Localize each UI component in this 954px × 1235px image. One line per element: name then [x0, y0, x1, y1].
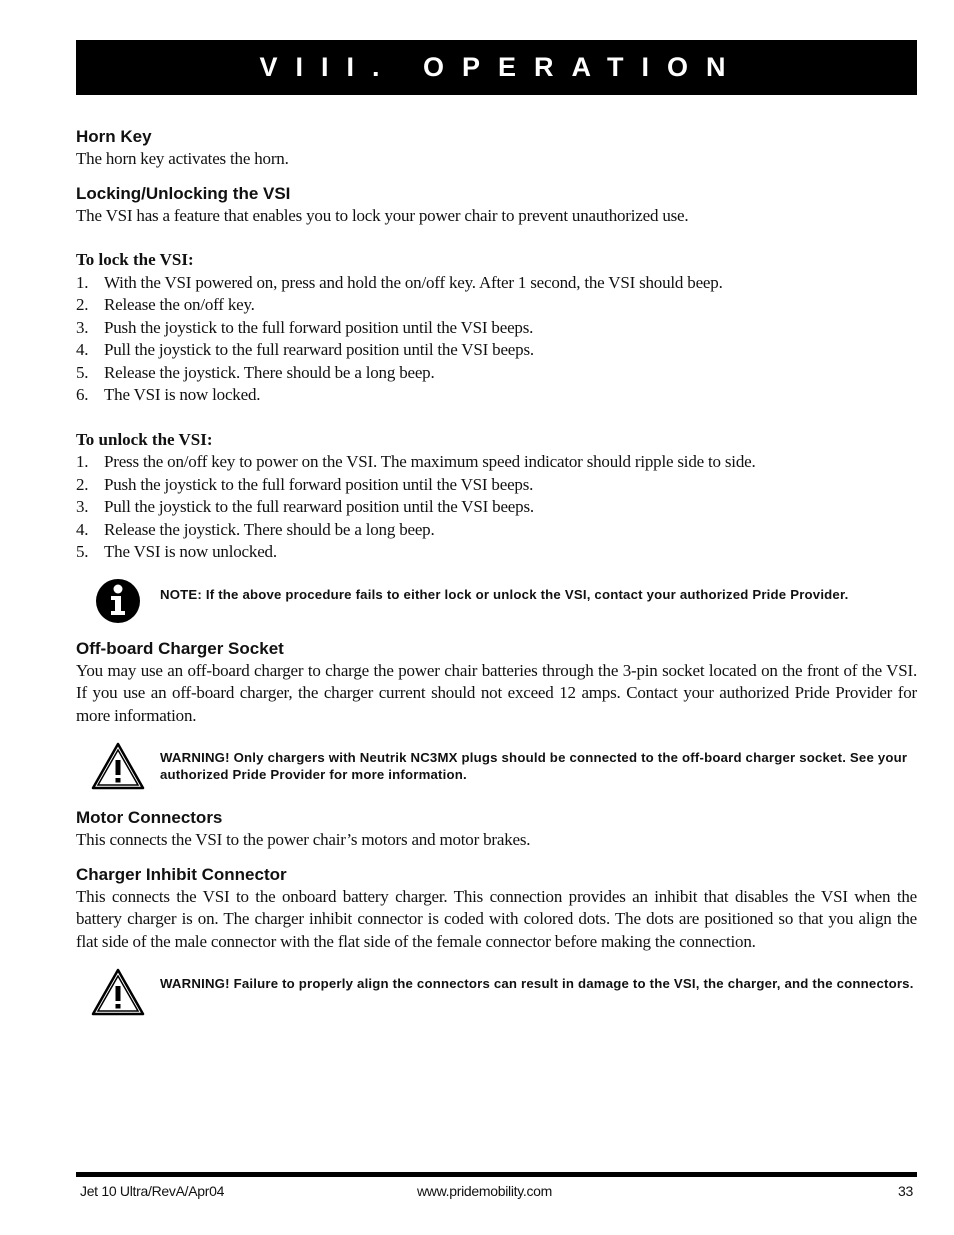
list-item-text: Press the on/off key to power on the VSI. The maximum speed indicator should ripple side to side.: [104, 452, 756, 471]
lock-subheading: To lock the VSI:: [76, 250, 194, 269]
warning-text: WARNING! Only chargers with Neutrik NC3MX plugs should be connected to the off-board charger socket. See your authorized Pride Provider for more information.: [160, 750, 908, 782]
list-item-text: Push the joystick to the full forward position until the VSI beeps.: [104, 317, 534, 337]
list-item-text: The VSI is now unlocked.: [104, 542, 277, 561]
list-item-text: Pull the joystick to the full rearward position until the VSI beeps.: [104, 497, 534, 516]
list-item: 3. Push the joystick to the full forward position until the VSI beeps.: [76, 317, 917, 340]
unlock-subheading: To unlock the VSI:: [76, 429, 213, 449]
locking-heading: Locking/Unlocking the VSI: [76, 183, 291, 203]
list-item: 4. Release the joystick. There should be a long beep.: [76, 519, 917, 542]
note-callout: [76, 578, 917, 624]
warning-callout: [76, 741, 917, 791]
list-item-text: Release the joystick. There should be a long beep.: [104, 519, 435, 539]
motor-connectors-text: This connects the VSI to the power chair’s motors and motor brakes.: [76, 830, 531, 849]
motor-connectors-heading: Motor Connectors: [76, 808, 223, 827]
horn-key-text: The horn key activates the horn.: [76, 149, 289, 168]
page-content: [76, 126, 917, 1017]
list-item: 5. The VSI is now unlocked.: [76, 541, 917, 564]
locking-text: The VSI has a feature that enables you to lock your power chair to prevent unauthorized use.: [76, 205, 689, 225]
list-item: 6. The VSI is now locked.: [76, 384, 917, 407]
charger-socket-text: You may use an off-board charger to charge the power chair batteries through the 3-pin socket located on the front of the VSI. If you use an off-board charger, the charger current should not exceed 12 amps. Contact your authorized Pride Provider for more information.: [76, 660, 917, 725]
warning-text: WARNING! Failure to properly align the connectors can result in damage to the VSI, the charger, and the connectors.: [160, 976, 914, 991]
charger-inhibit-text: This connects the VSI to the onboard battery charger. This connection provides an inhibit that disables the VSI when the battery charger is on. The charger inhibit connector is coded with colored dots. The dots are positioned so that you align the flat side of the male connector with the flat side of the female connector before making the connection.: [76, 886, 917, 951]
page-number: 33: [898, 1183, 913, 1199]
list-item-text: The VSI is now locked.: [104, 385, 261, 404]
list-item: 2. Release the on/off key.: [76, 294, 917, 317]
footer-website: www.pridemobility.com: [417, 1183, 553, 1199]
list-item-text: Pull the joystick to the full rearward position until the VSI beeps.: [104, 340, 534, 359]
list-item: 1. Press the on/off key to power on the VSI. The maximum speed indicator should ripple side to side.: [76, 451, 917, 474]
charger-socket-heading: Off-board Charger Socket: [76, 638, 284, 658]
warning-triangle-icon: [76, 967, 160, 1017]
info-icon: [76, 578, 160, 624]
list-item: 5. Release the joystick. There should be a long beep.: [76, 362, 917, 385]
list-item: 1. With the VSI powered on, press and hold the on/off key. After 1 second, the VSI should beep.: [76, 272, 917, 295]
list-item: 2. Push the joystick to the full forward position until the VSI beeps.: [76, 474, 917, 497]
warning-callout: [76, 967, 917, 1017]
list-item: 3. Pull the joystick to the full rearward position until the VSI beeps.: [76, 496, 917, 519]
list-item-text: Push the joystick to the full forward position until the VSI beeps.: [104, 474, 534, 494]
section-header: [76, 40, 917, 95]
list-item-text: With the VSI powered on, press and hold the on/off key. After 1 second, the VSI should beep.: [104, 272, 723, 292]
warning-triangle-icon: [76, 741, 160, 791]
horn-key-heading: Horn Key: [76, 127, 152, 146]
note-text: NOTE: If the above procedure fails to either lock or unlock the VSI, contact your authorized Pride Provider.: [160, 586, 849, 602]
footer-divider: [76, 1172, 917, 1177]
list-item: 4. Pull the joystick to the full rearward position until the VSI beeps.: [76, 339, 917, 362]
lock-steps-list: [76, 272, 917, 407]
section-title: VIII. OPERATION: [259, 52, 744, 82]
footer-document-id: Jet 10 Ultra/RevA/Apr04: [80, 1183, 225, 1199]
list-item-text: Release the joystick. There should be a long beep.: [104, 362, 435, 382]
charger-inhibit-heading: Charger Inhibit Connector: [76, 864, 287, 884]
list-item-text: Release the on/off key.: [104, 295, 255, 314]
unlock-steps-list: [76, 451, 917, 564]
